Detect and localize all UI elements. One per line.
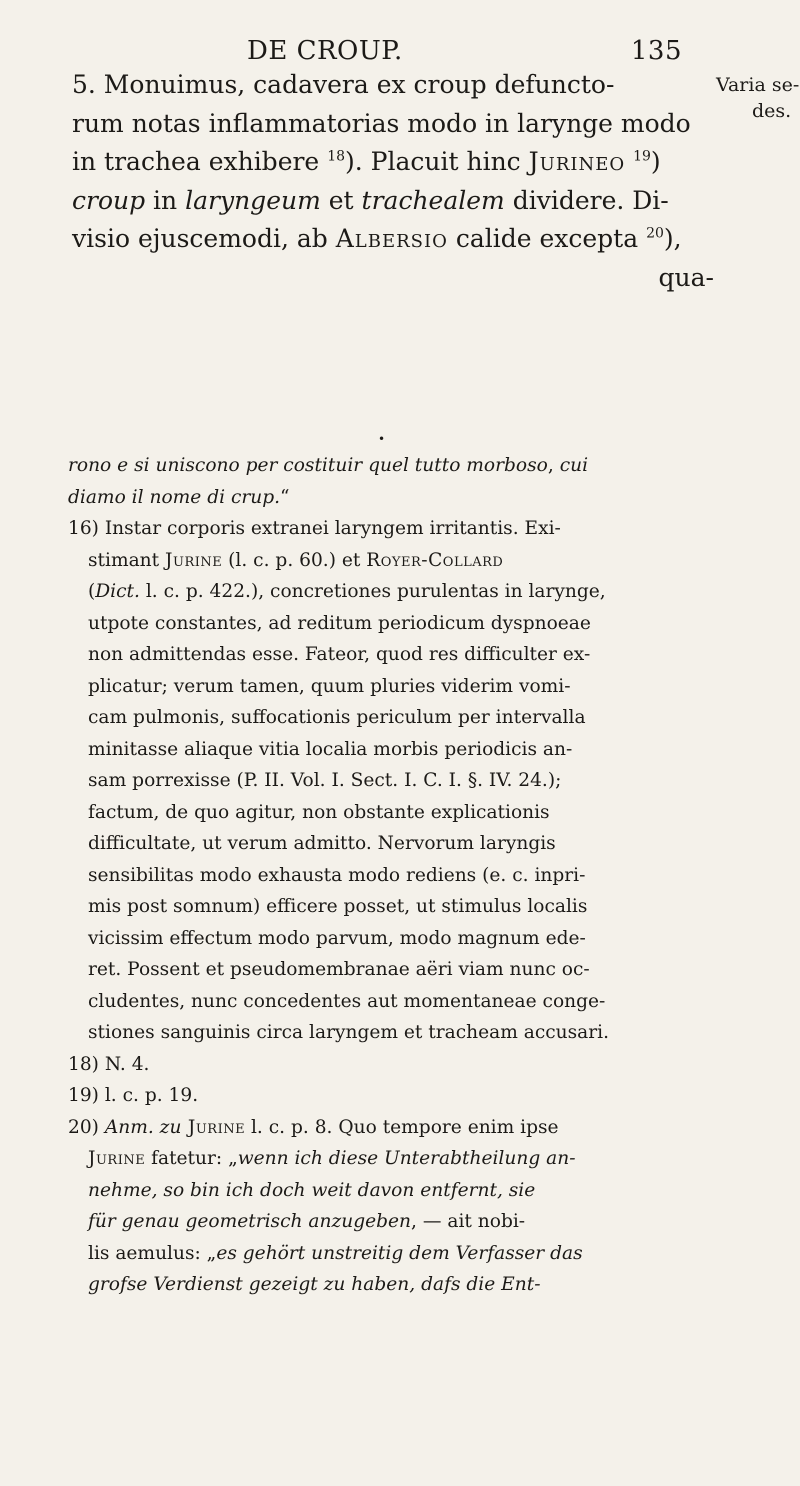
footnote-line: 19) l. c. p. 19.	[68, 1085, 199, 1106]
footnote-line: factum, de quo agitur, non obstante explicationis	[88, 801, 550, 823]
main-paragraph	[72, 66, 714, 297]
footnote-line: (Dict. l. c. p. 422.), concretiones purulentas in larynge,	[88, 581, 606, 602]
footnote-line: 20) Anm. zu Jurine l. c. p. 8. Quo tempore enim ipse	[68, 1116, 559, 1138]
footnote-line: plicatur; verum tamen, quum pluries viderim vomi-	[88, 675, 571, 697]
footnote-line: rono e si uniscono per costituir quel tutto morboso, cui	[68, 455, 589, 476]
author-name: Jurine	[88, 1148, 146, 1169]
running-title: DE CROUP.	[247, 36, 403, 66]
catchword: qua-	[658, 262, 714, 292]
footnote-line: Jurine fatetur: „wenn ich diese Unterabtheilung an-	[88, 1148, 576, 1169]
footnote-line: sensibilitas modo exhausta modo rediens (e. c. inpri-	[88, 864, 586, 886]
footnote-line: stiones sanguinis circa laryngem et tracheam accusari.	[88, 1022, 610, 1043]
footnote-line: 16) Instar corporis extranei laryngem irritantis. Exi-	[68, 518, 561, 539]
footnote-line: sam porrexisse (P. II. Vol. I. Sect. I. C. I. §. IV. 24.);	[88, 770, 562, 791]
author-name: Jurine	[181, 1116, 246, 1138]
marginal-note-line: des.	[752, 100, 792, 122]
footnote-line: cludentes, nunc concedentes aut momentaneae conge-	[88, 990, 606, 1012]
footnote-line: lis aemulus: „es gehört unstreitig dem Verfasser das	[88, 1242, 583, 1264]
footnote-line: minitasse aliaque vitia localia morbis periodicis an-	[88, 738, 573, 760]
text-line: in trachea exhibere $^{18}$). Placuit hinc Jurineo $^{19}$)	[72, 147, 661, 176]
footnote-line: utpote constantes, ad reditum periodicum dyspnoeae	[88, 612, 591, 634]
footnote-ref: 18	[327, 148, 346, 165]
running-head	[222, 36, 682, 66]
author-name: Jurineo	[528, 147, 626, 176]
author-name: Albersio	[335, 224, 448, 253]
author-name: Royer-Collard	[366, 549, 504, 571]
footnotes	[68, 450, 718, 1301]
footnote-line: mis post somnum) efficere posset, ut stimulus localis	[88, 896, 588, 917]
footnote-line: 18) N. 4.	[68, 1053, 150, 1075]
text-line: rum notas inflammatorias modo in larynge modo	[72, 108, 691, 138]
page-number: 135	[630, 36, 682, 66]
footnote-line: diamo il nome di crup.“	[68, 486, 290, 508]
footnote-ref: 19	[633, 148, 651, 165]
text-line: 5. Monuimus, cadavera ex croup defuncto-	[72, 70, 615, 99]
footnote-line: non admittendas esse. Fateor, quod res difficulter ex-	[88, 644, 591, 665]
footnote-line: für genau geometrisch anzugeben, — ait nobi-	[88, 1211, 526, 1232]
author-name: Jurine	[165, 549, 223, 571]
footnote-line: cam pulmonis, suffocationis periculum per intervalla	[88, 707, 586, 728]
marginal-note-line: Varia se-	[716, 74, 800, 96]
footnote-line: grofse Verdienst gezeigt zu haben, dafs die Ent-	[88, 1274, 541, 1295]
footnote-line: nehme, so bin ich doch weit davon entfernt, sie	[88, 1179, 536, 1201]
print-dot: •	[378, 432, 386, 446]
marginal-note	[716, 72, 800, 124]
footnote-line: stimant Jurine (l. c. p. 60.) et Royer-Collard	[88, 549, 504, 571]
footnote-line: difficultate, ut verum admitto. Nervorum laryngis	[88, 833, 556, 854]
footnote-ref: 20	[646, 225, 664, 242]
text-line: visio ejuscemodi, ab Albersio calide excepta $^{20}$),	[72, 224, 682, 253]
footnote-line: ret. Possent et pseudomembranae aëri viam nunc oc-	[88, 959, 590, 980]
text-line: croup in laryngeum et trachealem dividere. Di-	[72, 185, 669, 215]
footnote-line: vicissim effectum modo parvum, modo magnum ede-	[88, 927, 586, 949]
